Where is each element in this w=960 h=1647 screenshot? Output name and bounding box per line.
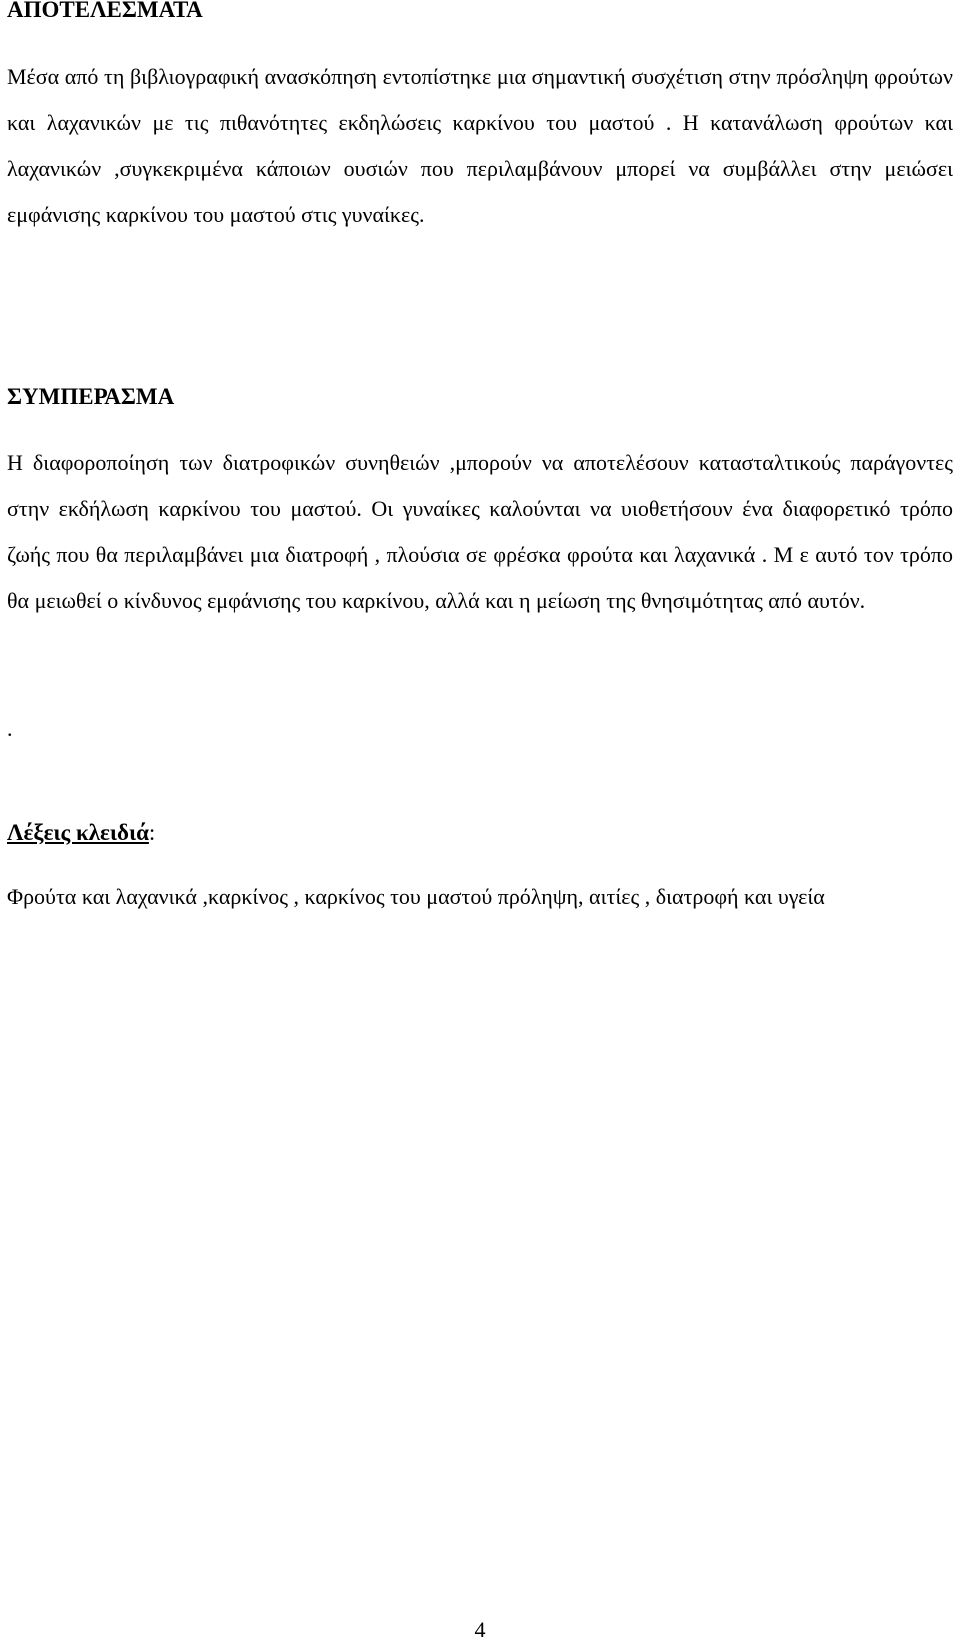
keywords-text: Φρούτα και λαχανικά ,καρκίνος , καρκίνος του μαστού πρόληψη, αιτίες , διατροφή και υγεία xyxy=(7,884,825,909)
page-number: 4 xyxy=(474,1617,486,1642)
conclusion-heading: ΣΥΜΠΕΡΑΣΜΑ xyxy=(7,384,175,409)
keywords-title xyxy=(7,819,953,847)
keywords-label: Λέξεις κλειδιά xyxy=(7,820,149,845)
results-heading: ΑΠΟΤΕΛΕΣΜΑΤΑ xyxy=(7,0,203,22)
conclusion-paragraph: Η διαφοροποίηση των διατροφικών συνηθειών ,μπορούν να αποτελέσουν κατασταλτικούς παράγοντες στην εκδήλωση καρκίνου του μαστού. Οι γυναίκες καλούνται να υιοθετήσουν ένα διαφορετικό τρόπο ζωής που θα περιλαμβάνει μια διατροφή , πλούσια σε φρέσκα φρούτα και λαχανικά . Μ ε αυτό τον τρόπο θα μειωθεί ο κίνδυνος εμφάνισης του καρκίνου, αλλά και η μείωση της θνησιμότητας από αυτόν. xyxy=(7,450,953,613)
keywords-colon: : xyxy=(148,820,156,845)
conclusion-trailing-dot: . xyxy=(7,716,13,741)
results-paragraph: Μέσα από τη βιβλιογραφική ανασκόπηση εντοπίστηκε μια σημαντική συσχέτιση στην πρόσληψη φρούτων και λαχανικών με τις πιθανότητες εκδηλώσεις καρκίνου του μαστού . Η κατανάλωση φρούτων και λαχανικών ,συγκεκριμένα κάποιων ουσιών που περιλαμβάνουν μπορεί να συμβάλλει στην μειώσει εμφάνισης καρκίνου του μαστού στις γυναίκες. xyxy=(7,64,953,227)
